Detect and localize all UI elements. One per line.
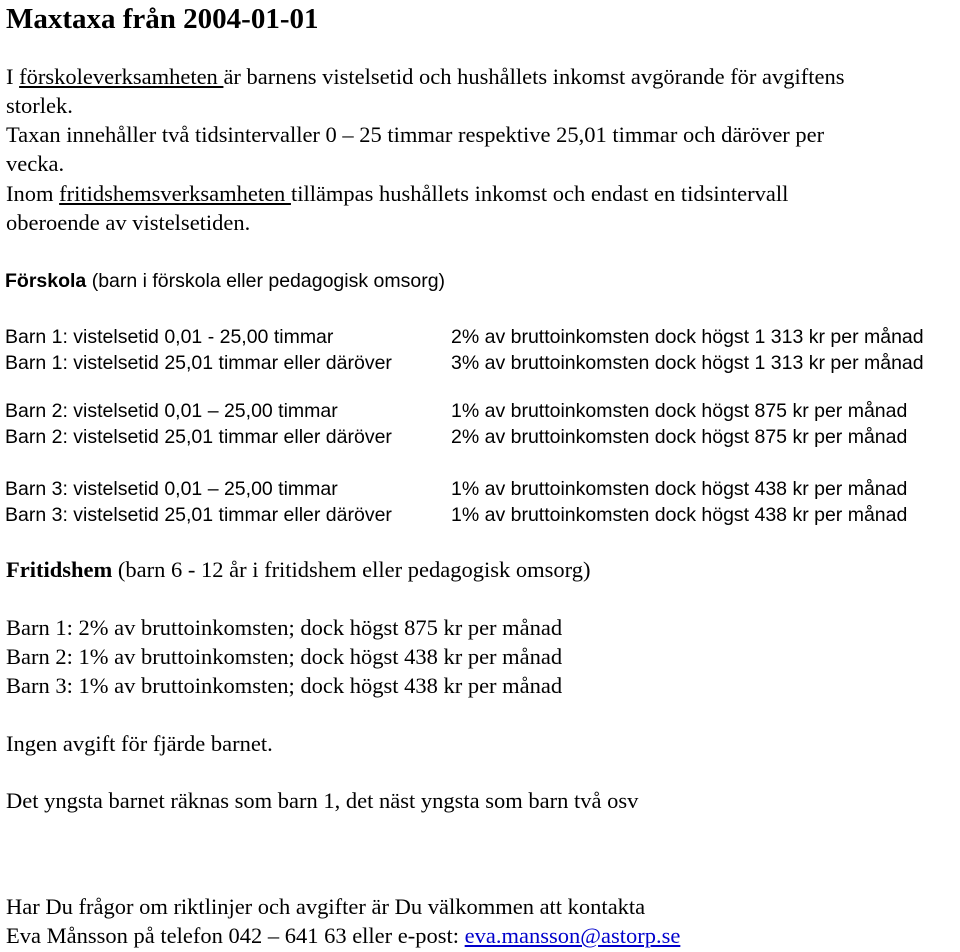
- forskola-row-right: 2% av bruttoinkomsten dock högst 1 313 kr per månad: [451, 326, 924, 348]
- forskola-row-left: Barn 1: vistelsetid 25,01 timmar eller däröver: [5, 352, 392, 374]
- contact-text: Eva Månsson på telefon 042 – 641 63 eller e-post:: [6, 923, 465, 948]
- fritidshem-heading: [6, 555, 590, 584]
- contact-line-1: Har Du frågor om riktlinjer och avgifter är Du välkommen att kontakta: [6, 894, 646, 919]
- forskoleverksamheten-link[interactable]: förskoleverksamheten: [19, 64, 224, 89]
- page-title: Maxtaxa från 2004-01-01: [6, 3, 319, 35]
- intro-line-5: [6, 179, 788, 208]
- forskola-row-left: Barn 2: vistelsetid 25,01 timmar eller däröver: [5, 426, 392, 448]
- fritidshem-heading-rest: (barn 6 - 12 år i fritidshem eller pedagogisk omsorg): [112, 557, 591, 582]
- forskola-heading-bold: Förskola: [5, 270, 87, 292]
- intro-text: I: [6, 64, 20, 89]
- forskola-row-left: Barn 2: vistelsetid 0,01 – 25,00 timmar: [5, 400, 338, 422]
- intro-line-6: oberoende av vistelsetiden.: [6, 210, 251, 235]
- no-fee-note: Ingen avgift för fjärde barnet.: [6, 731, 273, 756]
- intro-text: tillämpas hushållets inkomst och endast en tidsintervall: [290, 181, 789, 206]
- intro-text: Inom: [6, 181, 60, 206]
- forskola-row-right: 1% av bruttoinkomsten dock högst 875 kr per månad: [451, 400, 908, 422]
- contact-line-2: [6, 921, 680, 950]
- intro-text: är barnens vistelsetid och hushållets inkomst avgörande för avgiftens: [223, 64, 845, 89]
- fritidshem-heading-bold: Fritidshem: [6, 557, 113, 582]
- youngest-note: Det yngsta barnet räknas som barn 1, det näst yngsta som barn två osv: [6, 788, 639, 813]
- email-link[interactable]: eva.mansson@astorp.se: [464, 923, 681, 948]
- forskola-row-left: Barn 3: vistelsetid 25,01 timmar eller däröver: [5, 504, 392, 526]
- intro-line-2: storlek.: [6, 93, 73, 118]
- forskola-row-right: 3% av bruttoinkomsten dock högst 1 313 kr per månad: [451, 352, 924, 374]
- fritidshem-row: Barn 2: 1% av bruttoinkomsten; dock högst 438 kr per månad: [6, 644, 563, 669]
- fritidshem-row: Barn 1: 2% av bruttoinkomsten; dock högst 875 kr per månad: [6, 615, 563, 640]
- forskola-row-right: 2% av bruttoinkomsten dock högst 875 kr per månad: [451, 426, 908, 448]
- intro-line-1: [6, 62, 845, 91]
- forskola-heading: [5, 268, 445, 294]
- intro-line-4: vecka.: [6, 151, 65, 176]
- forskola-row-left: Barn 3: vistelsetid 0,01 – 25,00 timmar: [5, 478, 338, 500]
- forskola-row-right: 1% av bruttoinkomsten dock högst 438 kr per månad: [451, 504, 908, 526]
- fritidshemsverksamheten-link[interactable]: fritidshemsverksamheten: [59, 181, 291, 206]
- fritidshem-row: Barn 3: 1% av bruttoinkomsten; dock högst 438 kr per månad: [6, 673, 563, 698]
- intro-line-3: Taxan innehåller två tidsintervaller 0 – 25 timmar respektive 25,01 timmar och däröver per: [6, 122, 825, 147]
- forskola-heading-rest: (barn i förskola eller pedagogisk omsorg): [86, 270, 446, 292]
- forskola-row-left: Barn 1: vistelsetid 0,01 - 25,00 timmar: [5, 326, 334, 348]
- forskola-row-right: 1% av bruttoinkomsten dock högst 438 kr per månad: [451, 478, 908, 500]
